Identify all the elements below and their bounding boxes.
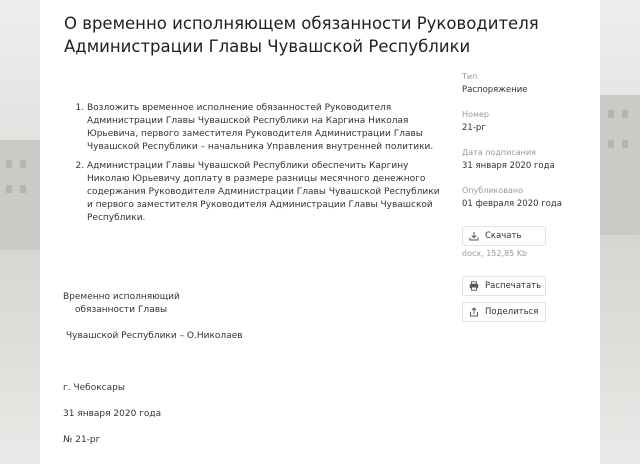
share-label: Поделиться (485, 307, 539, 317)
meta-type-label: Тип (462, 72, 478, 81)
meta-number (462, 109, 582, 134)
meta-number-label: Номер (462, 110, 489, 119)
signature-line-1: Временно исполняющий (63, 292, 180, 302)
meta-signed-label: Дата подписания (462, 148, 536, 157)
signature-number: № 21-рг (63, 435, 101, 445)
share-icon (469, 307, 479, 317)
meta-published (462, 185, 582, 210)
document-item-2: 2. Администрации Главы Чувашской Республики обеспечить Каргину Николаю Юрьевичу доплату в размере разницы месячного денежного содержания Руководителя Администрации Главы Чувашской Республики и первого заместителя Руководителя Администрации Главы Чувашской Республики. (87, 160, 444, 225)
document-title: О временно исполняющем обязанности Руководителя Администрации Главы Чувашской Республики (64, 14, 539, 56)
signature-line-3: Чувашской Республики – О.Николаев (66, 331, 243, 341)
meta-published-label: Опубликовано (462, 186, 523, 195)
document-card (40, 0, 600, 464)
meta-type (462, 71, 582, 96)
print-icon (469, 281, 479, 291)
meta-published-value: 01 февраля 2020 года (462, 199, 562, 209)
document-item-1: 1. Возложить временное исполнение обязанностей Руководителя Администрации Главы Чувашской Республики на Каргина Николая Юрьевича, первого заместителя Руководителя Администрации Главы Чувашской Республики – начальника Управления внутренней политики. (87, 102, 444, 154)
download-label: Скачать (485, 231, 522, 241)
meta-number-value: 21-рг (462, 123, 486, 133)
share-button[interactable] (462, 302, 546, 322)
print-button[interactable] (462, 276, 546, 296)
meta-type-value: Распоряжение (462, 85, 528, 95)
signature-city: г. Чебоксары (63, 383, 125, 393)
download-button[interactable] (462, 226, 546, 246)
download-icon (469, 231, 479, 241)
file-info: docx, 152,85 Kb (462, 249, 528, 258)
signature-date: 31 января 2020 года (63, 409, 162, 419)
meta-signed-value: 31 января 2020 года (462, 161, 555, 171)
document-items (64, 102, 444, 225)
signature-line-2: обязанности Главы (75, 305, 168, 315)
document-body (64, 102, 444, 231)
print-label: Распечатать (485, 281, 542, 291)
meta-signed (462, 147, 582, 172)
